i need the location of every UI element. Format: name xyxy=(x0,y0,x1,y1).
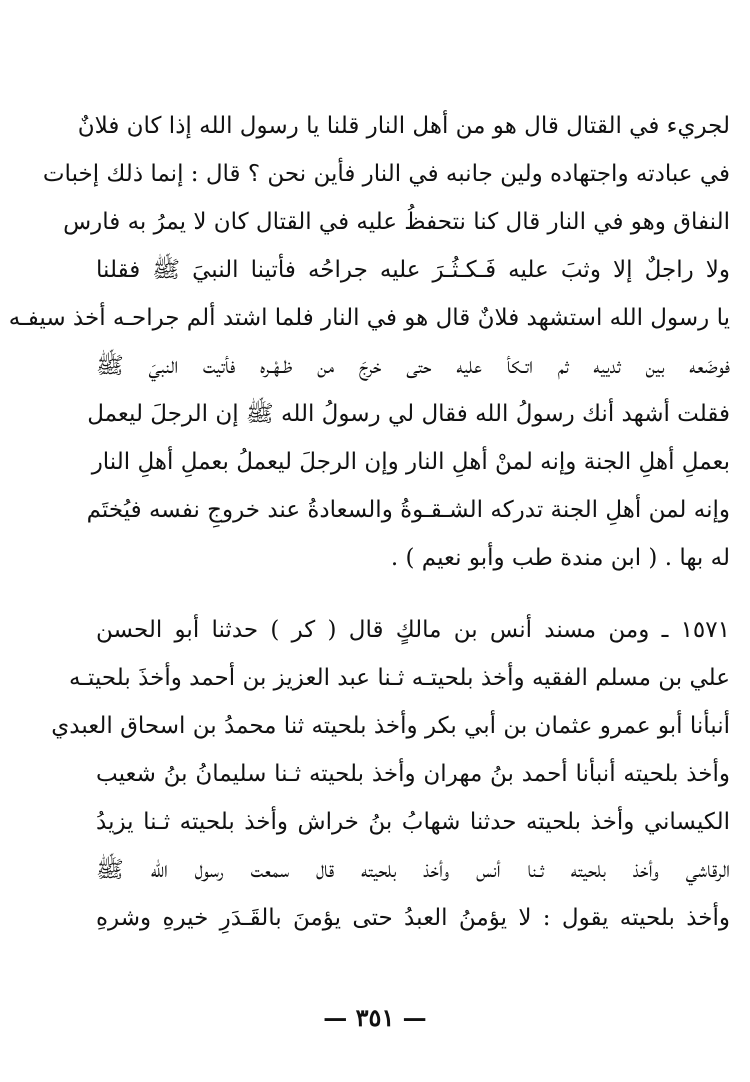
text-line: ولا راجلٌ إلا وثبَ عليه فَـكـثُـرَ عليه جراحُه فأتينا النبيَ ﷺ فقلنا xyxy=(96,257,730,283)
text-line: فقلت أشهد أنك رسولُ الله فقال لي رسولُ الله ﷺ إن الرجلَ ليعمل xyxy=(87,401,730,427)
text-line: لجريء في القتال قال هو من أهل النار قلنا يا رسول الله إذا كان فلانٌ xyxy=(77,113,730,139)
text-line: وأخذ بلحيته يقول : لا يؤمنُ العبدُ حتى يؤمنَ بالقَـدَرِ خيرهِ وشرهِ xyxy=(96,905,730,931)
hadith-paragraph-1 xyxy=(8,102,730,582)
text-line: ١٥٧١ ـ ومن مسند أنس بن مالكٍ قال ( كر ) حدثنا أبو الحسن xyxy=(96,617,730,643)
text-line: أنبأنا أبو عمرو عثمان بن أبي بكر وأخذ بلحيته ثنا محمدُ بن اسحاق العبدي xyxy=(51,713,730,739)
page-number: — ٣٥١ — xyxy=(323,1003,427,1032)
text-line: يا رسول الله استشهد فلانٌ قال هو في النار فلما اشتد ألم جراحـه أخذ سيفـه xyxy=(8,305,730,331)
text-line: الكيساني وأخذ بلحيته حدثنا شهابُ بنُ خراش وأخذ بلحيته ثـنا يزيدُ xyxy=(96,809,730,835)
hadith-paragraph-1571 xyxy=(51,606,730,942)
text-line: وإنه لمن أهلِ الجنة تدركه الشـقـوةُ والسعادةُ عند خروجِ نفسه فيُختَم xyxy=(86,497,730,523)
text-line: وأخذ بلحيته أنبأنا أحمد بنُ مهران وأخذ بلحيته ثـنا سليمانُ بنُ شعيب xyxy=(96,761,730,787)
text-line: له بها . ( ابن مندة طب وأبو نعيم ) . xyxy=(390,545,730,571)
text-line: علي بن مسلم الفقيه وأخذ بلحيتـه ثـنا عبد العزيز بن أحمد وأخذَ بلحيتـه xyxy=(68,665,730,691)
text-line: بعملِ أهلِ الجنة وإنه لمنْ أهلِ النار وإن الرجلَ ليعملُ بعملِ أهلِ النار xyxy=(91,449,730,475)
text-line: الرقاشي وأخذ بلحيته ثـنا أنس وأخذ بلحيته قال سمعت رسول الله ﷺ xyxy=(96,857,730,883)
text-line: فوضَعه بين ثدييه ثم اتـكأ عليه حتى خرجَ من ظـهْـره فأتيت النبيَ ﷺ xyxy=(96,353,730,379)
text-line: النفاق وهو في النار قال كنا نتحفظُ عليه في القتال كان لا يمرُ به فارس xyxy=(63,209,730,235)
text-line: في عبادته واجتهاده ولين جانبه في النار فأين نحن ؟ قال : إنما ذلك إخبات xyxy=(42,161,730,187)
